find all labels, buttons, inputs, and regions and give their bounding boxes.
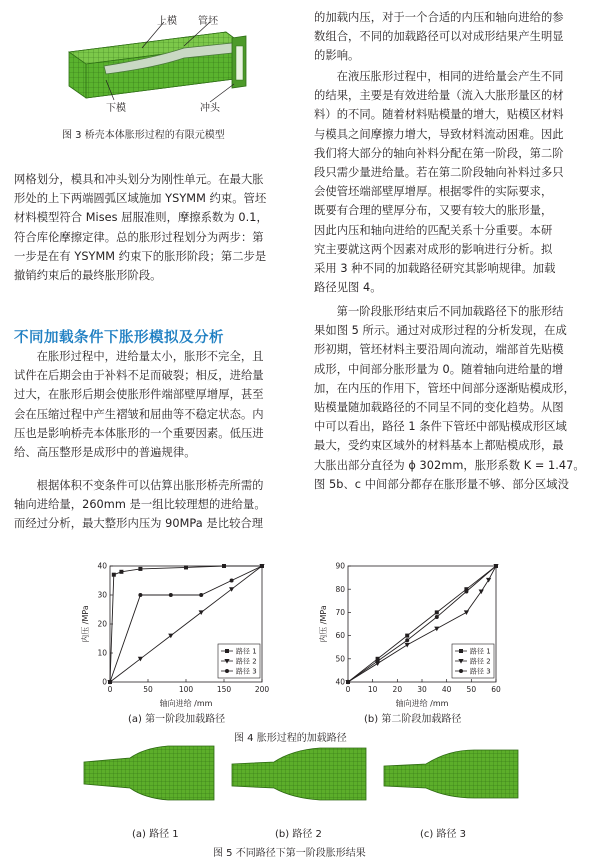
chart-first-stage (81, 558, 294, 708)
text-line: 形处的上下两端圆弧区域施加 YSYMM 约束。管坯 (14, 192, 267, 206)
y-tick-label: 30 (97, 590, 107, 600)
circle-marker (108, 680, 112, 684)
y-tick-label: 0 (102, 677, 107, 687)
right-paragraph-2 (314, 67, 596, 297)
circle-marker (459, 669, 463, 673)
triangle-marker (464, 610, 469, 615)
figure5-label-b: (b) 路径 2 (275, 829, 322, 840)
y-tick-label: 40 (335, 677, 345, 687)
triangle-marker (486, 578, 491, 583)
circle-marker (405, 638, 409, 642)
text-line: 中可以看出，路径 1 条件下管坯中部贴模成形区域 (314, 420, 567, 434)
text-line: 成形，中间部分胀形量为 0。随着轴向进给量的增 (314, 362, 564, 376)
square-marker (225, 649, 229, 653)
figure5-tubes (82, 742, 522, 814)
circle-marker (169, 593, 173, 597)
square-marker (112, 573, 116, 577)
x-tick-label: 10 (367, 685, 378, 694)
text-line: 轴向进给量，260mm 是一组比较理想的进给量。 (14, 498, 266, 512)
x-tick-label: 50 (466, 685, 477, 694)
square-marker (459, 649, 463, 653)
label-tube: 管坯 (198, 16, 218, 27)
triangle-marker (434, 627, 439, 632)
x-tick-label: 100 (178, 685, 194, 694)
legend-label: 路径 2 (470, 657, 491, 666)
legend (452, 644, 494, 678)
x-tick-label: 0 (107, 685, 113, 694)
text-line: 的结果，主要是有效进给量（流入大胀形量区的材 (314, 89, 564, 103)
circle-marker (230, 579, 234, 583)
text-line: 撤销约束后的最终胀形阶段。 (14, 269, 162, 283)
text-line: 符合库伦摩擦定律。总的胀形过程划分为两步：第 (14, 230, 264, 244)
text-line: 既要有合理的壁厚分布，又要有较大的胀形量， (314, 204, 553, 218)
x-tick-label: 200 (254, 685, 270, 694)
text-line: 会在压缩过程中产生褶皱和屈曲等不稳定状态。内 (14, 407, 264, 421)
text-line: 路径见图 4。 (314, 281, 382, 295)
label-upper-die: 上模 (157, 16, 177, 27)
right-paragraph-1 (314, 8, 596, 66)
figure3 (14, 8, 299, 118)
text-line: 因此内压和轴向进给的匹配关系十分重要。本研 (314, 223, 553, 237)
legend-label: 路径 1 (236, 647, 257, 656)
y-tick-label: 60 (335, 631, 345, 641)
x-tick-label: 50 (143, 685, 153, 694)
x-tick-label: 60 (491, 685, 501, 694)
label-lower-die: 下模 (106, 103, 126, 114)
figure4-sub-a: (a) 第一阶段加载路径 (128, 714, 226, 725)
y-tick-label: 20 (97, 619, 107, 629)
text-line: 与模具之间摩擦力增大，导致材料流动困难。因此 (314, 127, 564, 141)
circle-marker (199, 593, 203, 597)
y-tick-label: 40 (97, 561, 107, 571)
text-line: 的影响。 (314, 49, 360, 63)
legend-label: 路径 1 (470, 647, 491, 656)
y-axis-label: 内压 /MPa (319, 605, 328, 643)
section-heading: 不同加载条件下胀形模拟及分析 (14, 330, 224, 346)
text-line: 形初期，管坯材料主要沿周向流动，端部首先贴模 (314, 343, 564, 357)
text-line: 果如图 5 所示。通过对成形过程的分析发现，在成 (314, 324, 567, 338)
square-marker (405, 634, 409, 638)
x-axis-label: 轴向进给 /mm (159, 699, 213, 708)
y-tick-label: 80 (335, 584, 345, 594)
legend-label: 路径 3 (470, 667, 491, 676)
text-line: 采用 3 种不同的加载路径研究其影响规律。加载 (314, 262, 556, 276)
circle-marker (225, 669, 229, 673)
legend-label: 路径 2 (236, 657, 257, 666)
y-tick-label: 70 (335, 608, 345, 617)
square-marker (222, 564, 226, 568)
text-line: 段只需少量进给量。若在第二阶段轴向补料过多只 (314, 166, 564, 180)
left-paragraph-2 (14, 347, 296, 462)
text-line: 加，在内压的作用下，管坯中间部分逐渐贴模成形， (314, 381, 575, 395)
y-tick-label: 50 (335, 654, 345, 664)
x-tick-label: 30 (417, 685, 427, 694)
text-line: 数组合，不同的加载路径可以对成形结果产生明显 (314, 30, 564, 44)
figure3-caption: 图 3 桥壳本体胀形过程的有限元模型 (62, 130, 225, 141)
chart-second-stage (312, 558, 512, 708)
text-line: 压也是影响桥壳本体胀形的一个重要因素。低压进 (14, 426, 264, 440)
x-tick-label: 20 (392, 685, 403, 694)
circle-marker (138, 593, 142, 597)
text-line: 大胀出部分直径为 ϕ 302mm，胀形系数 K = 1.47。 (314, 458, 585, 472)
tube-path-1 (84, 746, 214, 800)
triangle-marker (405, 643, 410, 648)
text-line: 而经过分析，最大整形内压为 90MPa 是比较合理 (14, 517, 264, 531)
square-marker (138, 567, 142, 571)
text-line: 一步是在有 YSYMM 约束下的胀形阶段；第二步是 (14, 249, 267, 263)
text-line: 图 5b、c 中间部分都存在胀形量不够、部分区域没 (314, 477, 569, 491)
text-line: 的加载内压，对于一个合适的内压和轴向进给的参 (314, 11, 564, 24)
left-paragraph-1 (14, 170, 296, 285)
figure4-sub-b: (b) 第二阶段加载路径 (364, 714, 462, 725)
square-marker (435, 610, 439, 614)
figure5-label-a: (a) 路径 1 (132, 829, 179, 840)
text-line: 最大，受约束区域外的材料基本上都贴模成形，最 (314, 439, 564, 453)
text-line: 网格划分，模具和冲头划分为刚性单元。在最大胀 (14, 173, 264, 186)
text-line: 第一阶段胀形结束后不同加载路径下的胀形结 (336, 305, 564, 318)
circle-marker (376, 659, 380, 663)
right-paragraph-3 (314, 302, 596, 494)
circle-marker (435, 615, 439, 619)
text-line: 究主要就这两个因素对成形的影响进行分析。拟 (314, 242, 553, 256)
y-tick-label: 90 (335, 561, 345, 571)
circle-marker (346, 680, 350, 684)
x-tick-label: 40 (441, 685, 452, 694)
x-tick-label: 150 (216, 685, 232, 694)
text-line: 在胀形过程中，进给量太小，胀形不完全，且 (36, 350, 264, 363)
text-line: 在液压胀形过程中，相同的进给量会产生不同 (336, 70, 564, 83)
text-line: 我们将大部分的轴向补料分配在第一阶段，第二阶 (314, 146, 564, 160)
legend-label: 路径 3 (236, 667, 257, 676)
tube-path-2 (232, 748, 366, 800)
figure4-caption: 图 4 胀形过程的加载路径 (234, 733, 347, 744)
text-line: 试件在后期会由于补料不足而破裂；相反，进给量 (14, 369, 264, 383)
y-tick-label: 10 (97, 648, 107, 658)
legend (218, 644, 260, 678)
figure5-label-c: (c) 路径 3 (420, 829, 467, 840)
circle-marker (464, 590, 468, 594)
text-line: 给、高压整形是成形中的普遍规律。 (14, 446, 196, 460)
x-axis-label: 轴向进给 /mm (395, 699, 449, 708)
text-line: 会使管坯端部壁厚增厚。根据零件的实际要求， (314, 185, 553, 199)
text-line: 过大，在胀形后期会使胀形件端部壁厚增厚，甚至 (14, 388, 264, 402)
circle-marker (260, 564, 264, 568)
label-punch: 冲头 (200, 103, 220, 114)
y-axis-label: 内压 /MPa (81, 605, 90, 643)
text-line: 贴模量随加载路径的不同呈不同的变化趋势。从图 (314, 401, 564, 415)
figure5-caption: 图 5 不同路径下第一阶段胀形结果 (213, 848, 366, 859)
text-line: 材料模型符合 Mises 屈服准则，摩擦系数为 0.1， (14, 211, 268, 225)
square-marker (119, 570, 123, 574)
left-paragraph-3 (14, 476, 296, 534)
text-line: 根据体积不变条件可以估算出胀形桥壳所需的 (36, 479, 264, 492)
square-marker (184, 565, 188, 569)
tube-path-3 (384, 750, 518, 798)
x-tick-label: 0 (345, 685, 351, 694)
circle-marker (494, 564, 498, 568)
text-line: 料）的不同。随着材料贴模量的增大，贴模区材料 (314, 108, 564, 122)
